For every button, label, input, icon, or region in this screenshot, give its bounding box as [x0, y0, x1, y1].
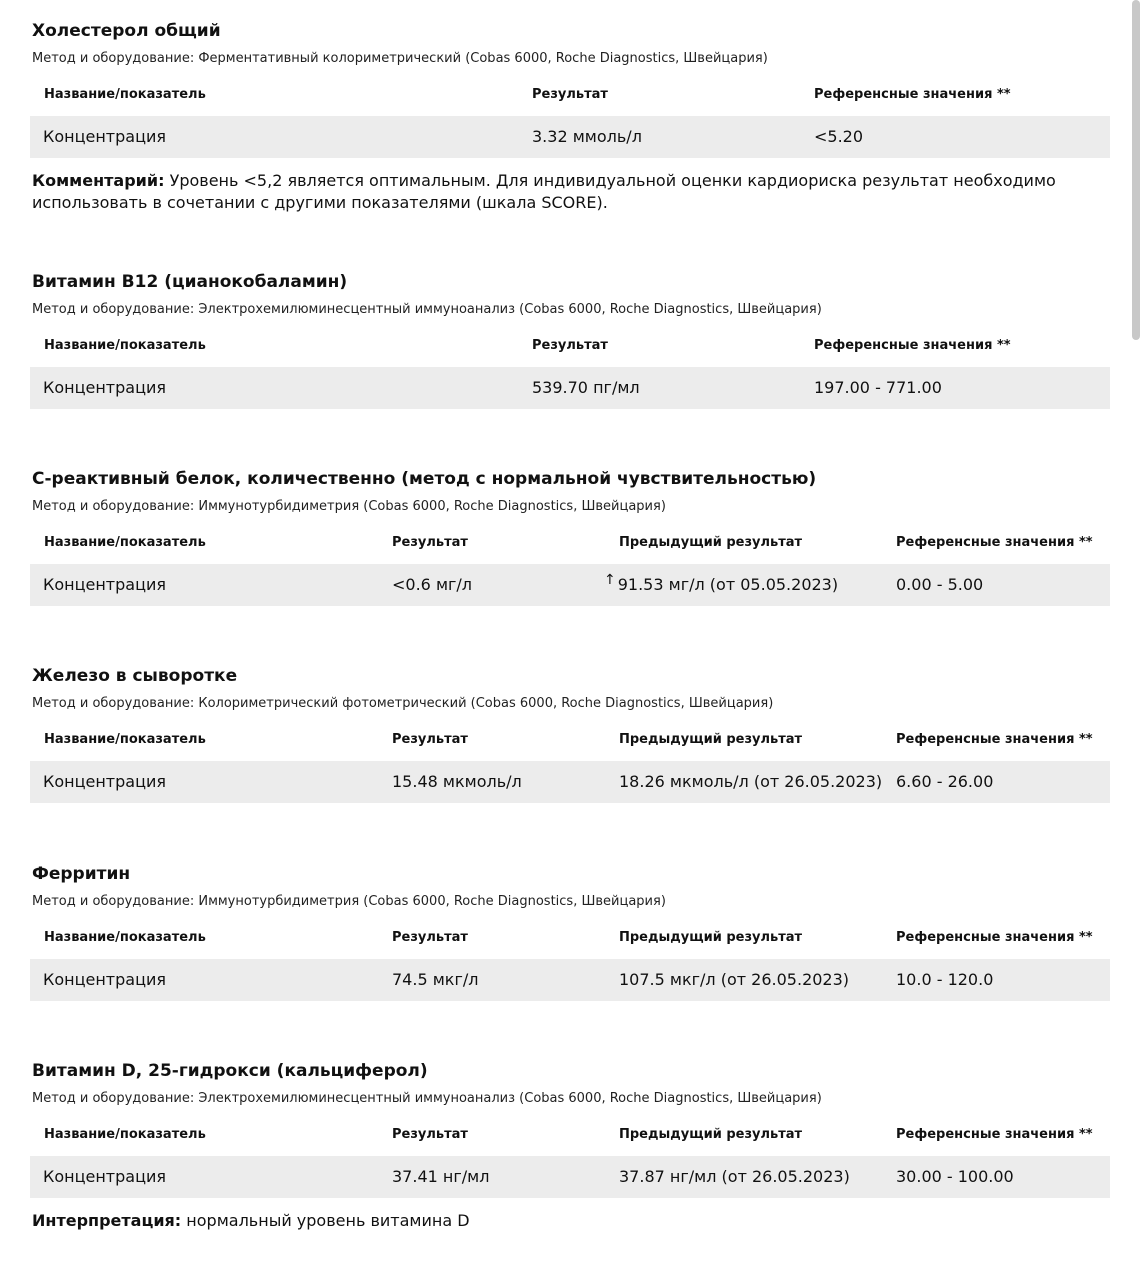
row-name: Концентрация	[43, 772, 166, 791]
row-previous: 107.5 мкг/л (от 26.05.2023)	[619, 970, 850, 989]
row-name: Концентрация	[43, 127, 166, 146]
row-name: Концентрация	[43, 378, 166, 397]
arrow-up-icon: ↑	[604, 572, 616, 588]
section-vitamin-b12	[32, 271, 1110, 409]
header-reference: Референсные значения **	[896, 930, 1093, 945]
table-row	[30, 116, 1110, 158]
table-header	[32, 929, 1110, 947]
table-row	[30, 1156, 1110, 1198]
row-reference: 6.60 - 26.00	[896, 772, 994, 791]
row-previous: 37.87 нг/мл (от 26.05.2023)	[619, 1167, 850, 1186]
method-text: Метод и оборудование: Колориметрический фотометрический (Cobas 6000, Roche Diagnostics, Швейцария)	[32, 696, 774, 711]
header-name: Название/показатель	[44, 535, 206, 550]
section-title: Витамин D, 25-гидрокси (кальциферол)	[32, 1061, 428, 1081]
row-result: 3.32 ммоль/л	[532, 127, 642, 146]
table-row	[30, 959, 1110, 1001]
method-text: Метод и оборудование: Иммунотурбидиметрия (Cobas 6000, Roche Diagnostics, Швейцария)	[32, 499, 666, 514]
row-previous-value: 91.53 мг/л (от 05.05.2023)	[617, 575, 839, 594]
header-previous: Предыдущий результат	[619, 1127, 803, 1142]
method-text: Метод и оборудование: Электрохемилюминесцентный иммуноанализ (Cobas 6000, Roche Diagnostics, Швейцария)	[32, 1091, 822, 1106]
scrollbar[interactable]	[1132, 0, 1140, 340]
row-result: 37.41 нг/мл	[392, 1167, 490, 1186]
section-title: Витамин B12 (цианокобаламин)	[32, 272, 348, 292]
table-header	[32, 731, 1110, 749]
section-title: Ферритин	[32, 864, 131, 884]
header-name: Название/показатель	[44, 87, 206, 102]
header-result: Результат	[392, 535, 468, 550]
interpretation-label: Интерпретация:	[32, 1211, 182, 1230]
comment	[32, 170, 1110, 214]
table-header	[32, 337, 1110, 355]
row-reference: 0.00 - 5.00	[896, 575, 984, 594]
row-reference: <5.20	[814, 127, 864, 146]
header-reference: Референсные значения **	[814, 87, 1011, 102]
row-name: Концентрация	[43, 575, 166, 594]
section-cholesterol	[32, 20, 1110, 214]
row-previous	[604, 564, 838, 607]
table-header	[32, 534, 1110, 552]
row-reference: 197.00 - 771.00	[814, 378, 942, 397]
header-previous: Предыдущий результат	[619, 535, 803, 550]
header-reference: Референсные значения **	[814, 338, 1011, 353]
header-name: Название/показатель	[44, 1127, 206, 1142]
row-previous: 18.26 мкмоль/л (от 26.05.2023)	[619, 772, 883, 791]
table-row	[30, 564, 1110, 606]
header-result: Результат	[392, 732, 468, 747]
header-result: Результат	[392, 1127, 468, 1142]
section-ferritin	[32, 863, 1110, 1001]
row-reference: 30.00 - 100.00	[896, 1167, 1014, 1186]
header-name: Название/показатель	[44, 338, 206, 353]
section-title: С-реактивный белок, количественно (метод с нормальной чувствительностью)	[32, 469, 817, 489]
section-title: Холестерол общий	[32, 21, 221, 41]
method-text: Метод и оборудование: Иммунотурбидиметрия (Cobas 6000, Roche Diagnostics, Швейцария)	[32, 894, 666, 909]
row-name: Концентрация	[43, 1167, 166, 1186]
row-result: 15.48 мкмоль/л	[392, 772, 522, 791]
comment-label: Комментарий:	[32, 171, 165, 190]
header-previous: Предыдущий результат	[619, 732, 803, 747]
comment-text: Уровень <5,2 является оптимальным. Для индивидуальной оценки кардиориска результат необходимо использовать в сочетании с другими показателями (шкала SCORE).	[32, 171, 1056, 212]
header-result: Результат	[392, 930, 468, 945]
header-reference: Референсные значения **	[896, 1127, 1093, 1142]
interpretation	[32, 1210, 1110, 1232]
table-row	[30, 367, 1110, 409]
header-result: Результат	[532, 338, 608, 353]
header-reference: Референсные значения **	[896, 535, 1093, 550]
row-name: Концентрация	[43, 970, 166, 989]
table-header	[32, 1126, 1110, 1144]
interpretation-text: нормальный уровень витамина D	[181, 1211, 470, 1230]
section-vitamin-d	[32, 1060, 1110, 1232]
header-name: Название/показатель	[44, 732, 206, 747]
header-reference: Референсные значения **	[896, 732, 1093, 747]
table-row	[30, 761, 1110, 803]
section-iron	[32, 665, 1110, 803]
row-result: 74.5 мкг/л	[392, 970, 479, 989]
section-title: Железо в сыворотке	[32, 666, 238, 686]
header-result: Результат	[532, 87, 608, 102]
method-text: Метод и оборудование: Ферментативный колориметрический (Cobas 6000, Roche Diagnostics, Швейцария)	[32, 51, 768, 66]
row-result: <0.6 мг/л	[392, 575, 473, 594]
row-reference: 10.0 - 120.0	[896, 970, 994, 989]
method-text: Метод и оборудование: Электрохемилюминесцентный иммуноанализ (Cobas 6000, Roche Diagnostics, Швейцария)	[32, 302, 822, 317]
section-crp	[32, 468, 1110, 606]
header-previous: Предыдущий результат	[619, 930, 803, 945]
row-result: 539.70 пг/мл	[532, 378, 640, 397]
table-header	[32, 86, 1110, 104]
header-name: Название/показатель	[44, 930, 206, 945]
